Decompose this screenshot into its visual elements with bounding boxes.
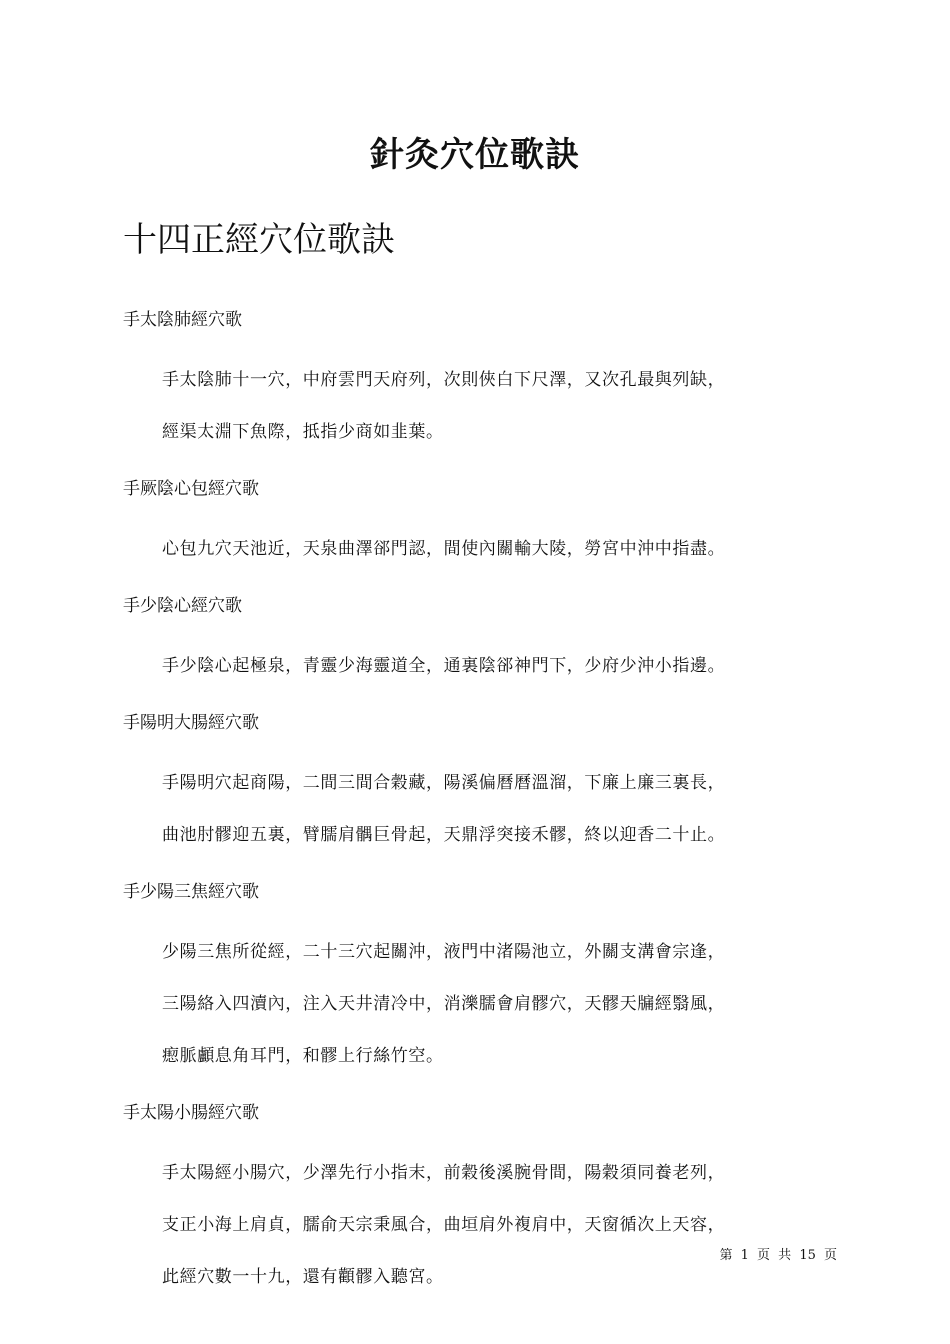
meridian-block-triple-burner [123,873,823,1094]
document-title: 針灸穴位歌訣 [370,135,580,175]
verse-line: 曲池肘髎迎五裏，臂臑肩髃巨骨起，天鼎浮突接禾髎，終以迎香二十止。 [162,825,726,845]
meridian-block-heart [123,587,823,704]
verse-line: 支正小海上肩貞，臑俞天宗秉風合，曲垣肩外複肩中，天窗循次上天容， [162,1215,726,1235]
page-footer: 第 1 页 共 15 页 [719,1248,837,1263]
verse-line: 此經穴數一十九，還有顴髎入聽宮。 [162,1267,444,1287]
verse [123,508,823,587]
verse [123,339,823,470]
meridian-title: 手太陽小腸經穴歌 [123,1103,259,1123]
verse-line: 少陽三焦所從經，二十三穴起關沖，液門中渚陽池立，外關支溝會宗逢， [162,942,726,962]
meridian-block-pericardium [123,470,823,587]
verse-line: 手太陰肺十一穴，中府雲門天府列，次則俠白下尺澤，又次孔最與列缺， [162,370,726,390]
verse-line: 經渠太淵下魚際，抵指少商如韭葉。 [162,422,444,442]
verse-line: 三陽絡入四瀆內，注入天井清冷中，消濼臑會肩髎穴，天髎天牖經翳風， [162,994,726,1014]
meridian-title: 手陽明大腸經穴歌 [123,713,259,733]
verse-line: 心包九穴天池近，天泉曲澤郤門認，間使內關輸大陵，勞宮中沖中指盡。 [162,539,726,559]
meridian-list [123,301,823,1315]
meridian-block-lung [123,301,823,470]
verse-line: 手少陰心起極泉，青靈少海靈道全，通裏陰郤神門下，少府少沖小指邊。 [162,656,726,676]
meridian-title: 手少陰心經穴歌 [123,596,242,616]
verse [123,625,823,704]
meridian-title: 手厥陰心包經穴歌 [123,479,259,499]
verse [123,911,823,1094]
verse-line: 瘛脈顱息角耳門，和髎上行絲竹空。 [162,1046,444,1066]
verse-line: 手太陽經小腸穴，少澤先行小指末，前穀後溪腕骨間，陽穀須同養老列， [162,1163,726,1183]
section-heading: 十四正經穴位歌訣 [123,220,395,260]
verse [123,742,823,873]
meridian-block-large-intestine [123,704,823,873]
meridian-title: 手太陰肺經穴歌 [123,310,242,330]
meridian-title: 手少陽三焦經穴歌 [123,882,259,902]
meridian-block-small-intestine [123,1094,823,1315]
verse-line: 手陽明穴起商陽，二間三間合穀藏，陽溪偏曆曆溫溜，下廉上廉三裏長， [162,773,726,793]
verse [123,1132,823,1315]
